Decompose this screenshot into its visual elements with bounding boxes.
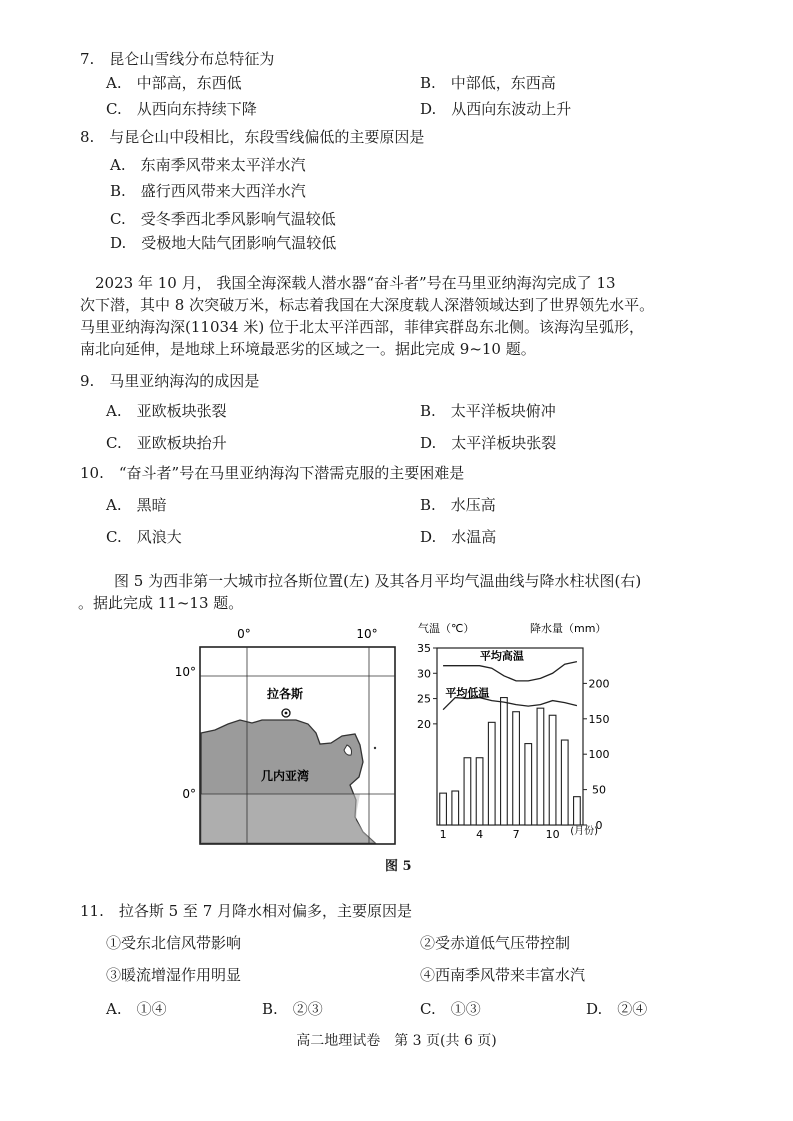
passage-mariana (80, 272, 720, 360)
avg-high-temp-label: 平均高温 (479, 649, 524, 663)
lagos-map (175, 627, 395, 844)
precip-tick-label: 0 (595, 819, 603, 832)
q10-option-b: B. 水压高 (420, 496, 496, 514)
q8-option-b: B. 盛行西风带来大西洋水汽 (110, 182, 306, 200)
precip-bar-month-3 (464, 758, 471, 825)
q11-stem: 11. 拉各斯 5 至 7 月降水相对偏多，主要原因是 (80, 902, 413, 920)
q11-statement-2: ②受赤道低气压带控制 (420, 934, 571, 952)
q9-option-b: B. 太平洋板块俯冲 (420, 402, 556, 420)
q10-option-a: A. 黑暗 (106, 496, 167, 514)
precip-bar-month-4 (476, 758, 483, 825)
month-tick-label: 7 (512, 828, 520, 841)
precip-tick-label: 100 (588, 748, 610, 762)
precip-axis-title: 降水量（mm） (530, 622, 607, 635)
figure-caption: 图 5 (385, 859, 412, 874)
q11-option-a: A. ①④ (106, 1000, 167, 1018)
q9-stem: 9. 马里亚纳海沟的成因是 (80, 372, 260, 390)
q10-option-d: D. 水温高 (420, 528, 497, 546)
q7-option-d: D. 从西向东波动上升 (420, 100, 572, 118)
q11-statement-1: ①受东北信风带影响 (106, 934, 242, 952)
precip-tick-label: 200 (588, 677, 610, 691)
precip-bar-month-5 (488, 722, 495, 825)
lagos-label: 拉各斯 (266, 687, 304, 701)
temp-tick-label: 35 (417, 642, 431, 655)
passage-line: 。据此完成 11~13 题。 (78, 594, 244, 612)
precip-bar-month-2 (452, 791, 459, 825)
q11-option-d: D. ②④ (586, 1000, 648, 1018)
precip-bar-month-7 (513, 712, 520, 825)
passage-line: 马里亚纳海沟深(11034 米) 位于北太平洋西部，菲律宾群岛东北侧。该海沟呈弧形， (80, 318, 644, 336)
q8-option-c: C. 受冬季西北季风影响气温较低 (110, 210, 336, 228)
precip-bar-month-1 (440, 793, 447, 825)
precip-tick-label: 150 (588, 712, 610, 726)
q8-option-a: A. 东南季风带来太平洋水汽 (110, 156, 306, 174)
precip-bar-month-11 (561, 740, 568, 825)
q7-option-b: B. 中部低，东西高 (420, 74, 556, 92)
precip-bar-month-6 (501, 698, 508, 825)
month-tick-label: 10 (545, 828, 560, 841)
equatorial-band (201, 794, 375, 843)
figure-5 (0, 620, 793, 880)
temp-tick-label: 20 (417, 717, 431, 731)
precip-bar-month-10 (549, 715, 556, 825)
precip-bar-month-8 (525, 744, 532, 825)
precip-bar-month-12 (574, 797, 581, 825)
lon-label-0: 0° (237, 627, 251, 641)
passage-line: 次下潜，其中 8 次突破万米，标志着我国在大深度载人深潜领域达到了世界领先水平。 (80, 296, 655, 314)
lon-label-10: 10° (356, 627, 378, 641)
lagos-city-dot (285, 712, 288, 715)
temp-axis-title: 气温（℃） (418, 622, 475, 635)
avg-low-temp-label: 平均低温 (445, 686, 490, 700)
q7-stem: 7. 昆仑山雪线分布总特征为 (80, 50, 275, 68)
x-axis-unit: (月份) (570, 826, 598, 837)
passage-line: 南北向延伸，是地球上环境最恶劣的区域之一。据此完成 9~10 题。 (80, 340, 536, 358)
temp-tick-label: 30 (417, 667, 431, 681)
q7-option-c: C. 从西向东持续下降 (106, 100, 257, 118)
q11-statement-3: ③暖流增湿作用明显 (106, 966, 242, 984)
q11-option-c: C. ①③ (420, 1000, 481, 1018)
passage-line: 2023 年 10 月， 我国全海深载人潜水器“奋斗者”号在马里亚纳海沟完成了 13 (80, 274, 616, 292)
month-tick-label: 1 (439, 828, 447, 841)
month-tick-label: 4 (476, 828, 484, 841)
lat-label-0: 0° (182, 787, 196, 801)
q9-option-a: A. 亚欧板块张裂 (106, 402, 227, 420)
q7-option-a: A. 中部高，东西低 (106, 74, 242, 92)
q10-stem: 10. “奋斗者”号在马里亚纳海沟下潜需克服的主要困难是 (80, 464, 465, 482)
passage-lagos (78, 570, 724, 614)
q9-option-d: D. 太平洋板块张裂 (420, 434, 557, 452)
small-island (374, 747, 376, 749)
page-footer: 高二地理试卷 第 3 页(共 6 页) (296, 1033, 497, 1049)
climate-chart (417, 621, 610, 841)
precip-tick-label: 50 (592, 783, 606, 797)
q11-statement-4: ④西南季风带来丰富水汽 (420, 966, 586, 984)
q8-stem: 8. 与昆仑山中段相比，东段雪线偏低的主要原因是 (80, 128, 425, 146)
q11-option-b: B. ②③ (262, 1000, 323, 1018)
q9-option-c: C. 亚欧板块抬升 (106, 434, 227, 452)
q8-option-d: D. 受极地大陆气团影响气温较低 (110, 234, 337, 252)
gulf-label: 几内亚湾 (260, 769, 310, 783)
passage-line: 图 5 为西非第一大城市拉各斯位置(左) 及其各月平均气温曲线与降水柱状图(右) (84, 572, 642, 590)
q10-option-c: C. 风浪大 (106, 528, 182, 546)
temp-tick-label: 25 (417, 692, 431, 706)
precip-bar-month-9 (537, 708, 544, 825)
lat-label-10: 10° (174, 665, 196, 679)
